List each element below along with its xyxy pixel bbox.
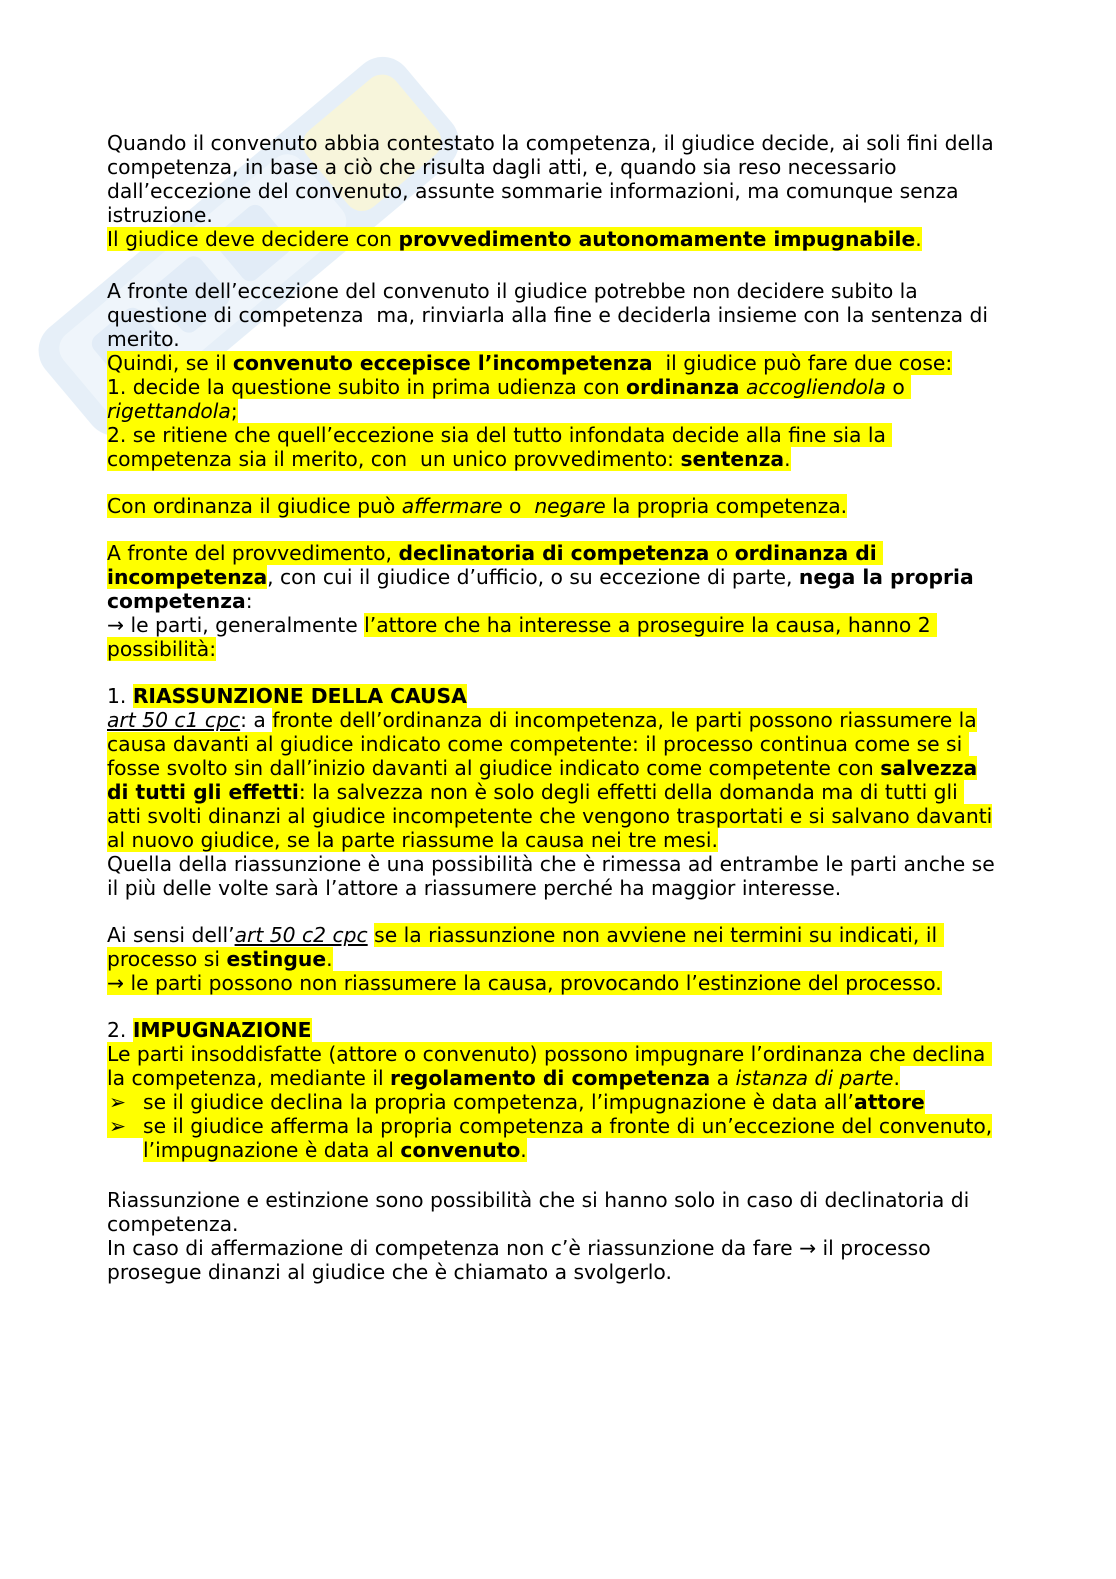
text-run: : a	[240, 708, 273, 732]
text-line	[107, 494, 1087, 518]
text-run: competenza.	[107, 1212, 239, 1236]
highlighted-text: o	[502, 494, 535, 518]
highlighted-text: rigettandola	[107, 399, 231, 423]
text-line	[107, 1236, 1087, 1260]
text-line	[107, 447, 1087, 471]
text-line	[107, 423, 1087, 447]
text-run: questione di competenza ma, rinviarla alla fine e deciderla insieme con la sentenza di	[107, 303, 989, 327]
text-line	[107, 971, 1087, 995]
text-line	[107, 131, 1087, 155]
highlighted-text: .	[784, 447, 791, 471]
highlighted-text: : la salvezza non è solo degli effetti della domanda ma di tutti gli	[298, 780, 965, 804]
text-line	[107, 828, 1087, 852]
highlighted-text	[739, 375, 745, 399]
text-line	[107, 804, 1087, 828]
text-line	[107, 565, 1087, 589]
text-line	[107, 1260, 1087, 1284]
highlighted-text: accogliendola	[745, 375, 886, 399]
highlighted-text: causa davanti al giudice indicato come competente: il processo continua come se si	[107, 732, 969, 756]
highlighted-text: fosse svolto sin dall’inizio davanti al giudice indicato come competente con	[107, 756, 881, 780]
paragraph	[107, 923, 1087, 995]
text-line	[107, 589, 1087, 613]
highlighted-text: .	[326, 947, 333, 971]
text-run: 1.	[107, 684, 133, 708]
text-run: Ai sensi dell’	[107, 923, 235, 947]
text-line	[107, 732, 1087, 756]
highlighted-text: convenuto eccepisce l’incompetenza	[232, 351, 653, 375]
highlighted-text: convenuto	[400, 1138, 521, 1162]
highlighted-text: negare	[534, 494, 606, 518]
highlighted-text: ordinanza di	[734, 541, 877, 565]
bullet-arrowhead-icon: ➢	[107, 1090, 143, 1114]
highlighted-text: Con ordinanza il giudice può	[107, 494, 402, 518]
highlighted-text: .	[893, 1066, 900, 1090]
highlighted-text: .	[520, 1138, 527, 1162]
text-run: , con cui il giudice d’ufficio, o su eccezione di parte,	[267, 565, 799, 589]
text-line	[107, 203, 1087, 227]
text-line	[107, 303, 1087, 327]
highlighted-text	[877, 541, 883, 565]
highlighted-text: fronte dell’ordinanza di incompetenza, le parti possono riassumere la	[272, 708, 977, 732]
article-reference: art 50 c2 cpc	[234, 923, 368, 947]
bullet-item-line	[107, 1090, 1087, 1114]
highlighted-text: l’attore che ha interesse a proseguire la causa, hanno 2	[364, 613, 938, 637]
paragraph	[107, 131, 1087, 251]
highlighted-text: Le parti insoddisfatte (attore o convenuto) possono impugnare l’ordinanza che declina	[107, 1042, 992, 1066]
highlighted-text: o	[885, 375, 912, 399]
highlighted-text: 2. se ritiene che quell’eccezione sia del tutto infondata decide alla fine sia la	[107, 423, 893, 447]
text-line	[107, 947, 1087, 971]
highlighted-text: IMPUGNAZIONE	[132, 1018, 312, 1042]
text-run: competenza, in base a ciò che risulta dagli atti, e, quando sia reso necessario	[107, 155, 897, 179]
paragraph	[107, 279, 1087, 471]
highlighted-text: istanza di parte	[735, 1066, 894, 1090]
highlighted-text: sentenza	[680, 447, 785, 471]
highlighted-text: la competenza, mediante il	[107, 1066, 391, 1090]
text-run: competenza	[107, 589, 246, 613]
text-line	[107, 279, 1087, 303]
text-run: Riassunzione e estinzione sono possibilità che si hanno solo in caso di declinatoria di	[107, 1188, 970, 1212]
text-line	[107, 1066, 1087, 1090]
highlighted-text: a	[710, 1066, 736, 1090]
highlighted-text: RIASSUNZIONE DELLA CAUSA	[132, 684, 467, 708]
text-line	[107, 1212, 1087, 1236]
text-line	[107, 541, 1087, 565]
highlighted-text: se la riassunzione non avviene nei termini su indicati, il	[374, 923, 944, 947]
highlighted-text: regolamento di competenza	[390, 1066, 711, 1090]
highlighted-text: il giudice può fare due cose:	[652, 351, 953, 375]
highlighted-text: A fronte del provvedimento,	[107, 541, 399, 565]
text-line	[107, 351, 1087, 375]
text-line	[107, 756, 1087, 780]
text-run: prosegue dinanzi al giudice che è chiamato a svolgerlo.	[107, 1260, 672, 1284]
text-line	[107, 399, 1087, 423]
highlighted-text: possibilità:	[107, 637, 217, 661]
text-run: → le parti, generalmente	[107, 613, 365, 637]
text-run: il più delle volte sarà l’attore a riassumere perché ha maggior interesse.	[107, 876, 842, 900]
highlighted-text: la propria competenza.	[605, 494, 848, 518]
highlighted-text: competenza sia il merito, con un unico provvedimento:	[107, 447, 681, 471]
text-run: dall’eccezione del convenuto, assunte sommarie informazioni, ma comunque senza	[107, 179, 959, 203]
highlighted-text: ;	[230, 399, 238, 423]
highlighted-text: se il giudice afferma la propria competenza a fronte di un’eccezione del convenuto,	[143, 1114, 993, 1138]
bullet-item-line	[107, 1138, 1087, 1162]
highlighted-text: 1. decide la questione subito in prima udienza con	[107, 375, 627, 399]
text-line	[107, 179, 1087, 203]
text-line	[107, 227, 1087, 251]
highlighted-text: di tutti gli effetti	[107, 780, 299, 804]
text-line	[107, 1018, 1087, 1042]
text-run: Quando il convenuto abbia contestato la competenza, il giudice decide, ai soli fini della	[107, 131, 994, 155]
highlighted-text: estingue	[226, 947, 327, 971]
text-line	[107, 375, 1087, 399]
highlighted-text: incompetenza	[107, 565, 268, 589]
text-run: 2.	[107, 1018, 133, 1042]
text-line	[107, 155, 1087, 179]
highlighted-text: ordinanza	[626, 375, 740, 399]
text-line	[107, 852, 1087, 876]
bullet-item-line	[107, 1114, 1087, 1138]
highlighted-text: o	[709, 541, 735, 565]
highlighted-text: l’impugnazione è data al	[143, 1138, 401, 1162]
text-run: :	[245, 589, 253, 613]
text-line	[107, 876, 1087, 900]
text-run: Quella della riassunzione è una possibilità che è rimessa ad entrambe le parti anche se	[107, 852, 995, 876]
text-run: nega la propria	[798, 565, 974, 589]
text-line	[107, 613, 1087, 637]
bullet-arrowhead-icon: ➢	[107, 1114, 143, 1138]
text-line	[107, 780, 1087, 804]
text-run: A fronte dell’eccezione del convenuto il giudice potrebbe non decidere subito la	[107, 279, 918, 303]
highlighted-text: atti svolti dinanzi al giudice incompetente che vengono trasportati e si salvano davanti	[107, 804, 993, 828]
highlighted-text: affermare	[401, 494, 503, 518]
text-line	[107, 637, 1087, 661]
highlighted-text: .	[915, 227, 922, 251]
article-reference: art 50 c1 cpc	[107, 708, 241, 732]
highlighted-text: Quindi, se il	[107, 351, 233, 375]
highlighted-text: processo si	[107, 947, 227, 971]
document-body	[107, 131, 1087, 1284]
highlighted-text: → le parti possono non riassumere la causa, provocando l’estinzione del processo.	[107, 971, 942, 995]
text-line	[107, 923, 1087, 947]
highlighted-text: provvedimento autonomamente impugnabile	[398, 227, 916, 251]
text-run: istruzione.	[107, 203, 213, 227]
paragraph	[107, 684, 1087, 900]
highlighted-text: al nuovo giudice, se la parte riassume la causa nei tre mesi.	[107, 828, 718, 852]
text-line	[107, 1188, 1087, 1212]
paragraph	[107, 1188, 1087, 1284]
paragraph	[107, 494, 1087, 518]
highlighted-text: declinatoria di competenza	[398, 541, 710, 565]
text-line	[107, 684, 1087, 708]
highlighted-text: se il giudice declina la propria competenza, l’impugnazione è data all’	[143, 1090, 855, 1114]
highlighted-text: Il giudice deve decidere con	[107, 227, 399, 251]
paragraph	[107, 1018, 1087, 1162]
text-line	[107, 1042, 1087, 1066]
text-line	[107, 327, 1087, 351]
highlighted-text: salvezza	[880, 756, 978, 780]
paragraph	[107, 541, 1087, 661]
highlighted-text: attore	[854, 1090, 925, 1114]
text-run: In caso di affermazione di competenza non c’è riassunzione da fare → il processo	[107, 1236, 931, 1260]
text-run: merito.	[107, 327, 180, 351]
text-line	[107, 708, 1087, 732]
